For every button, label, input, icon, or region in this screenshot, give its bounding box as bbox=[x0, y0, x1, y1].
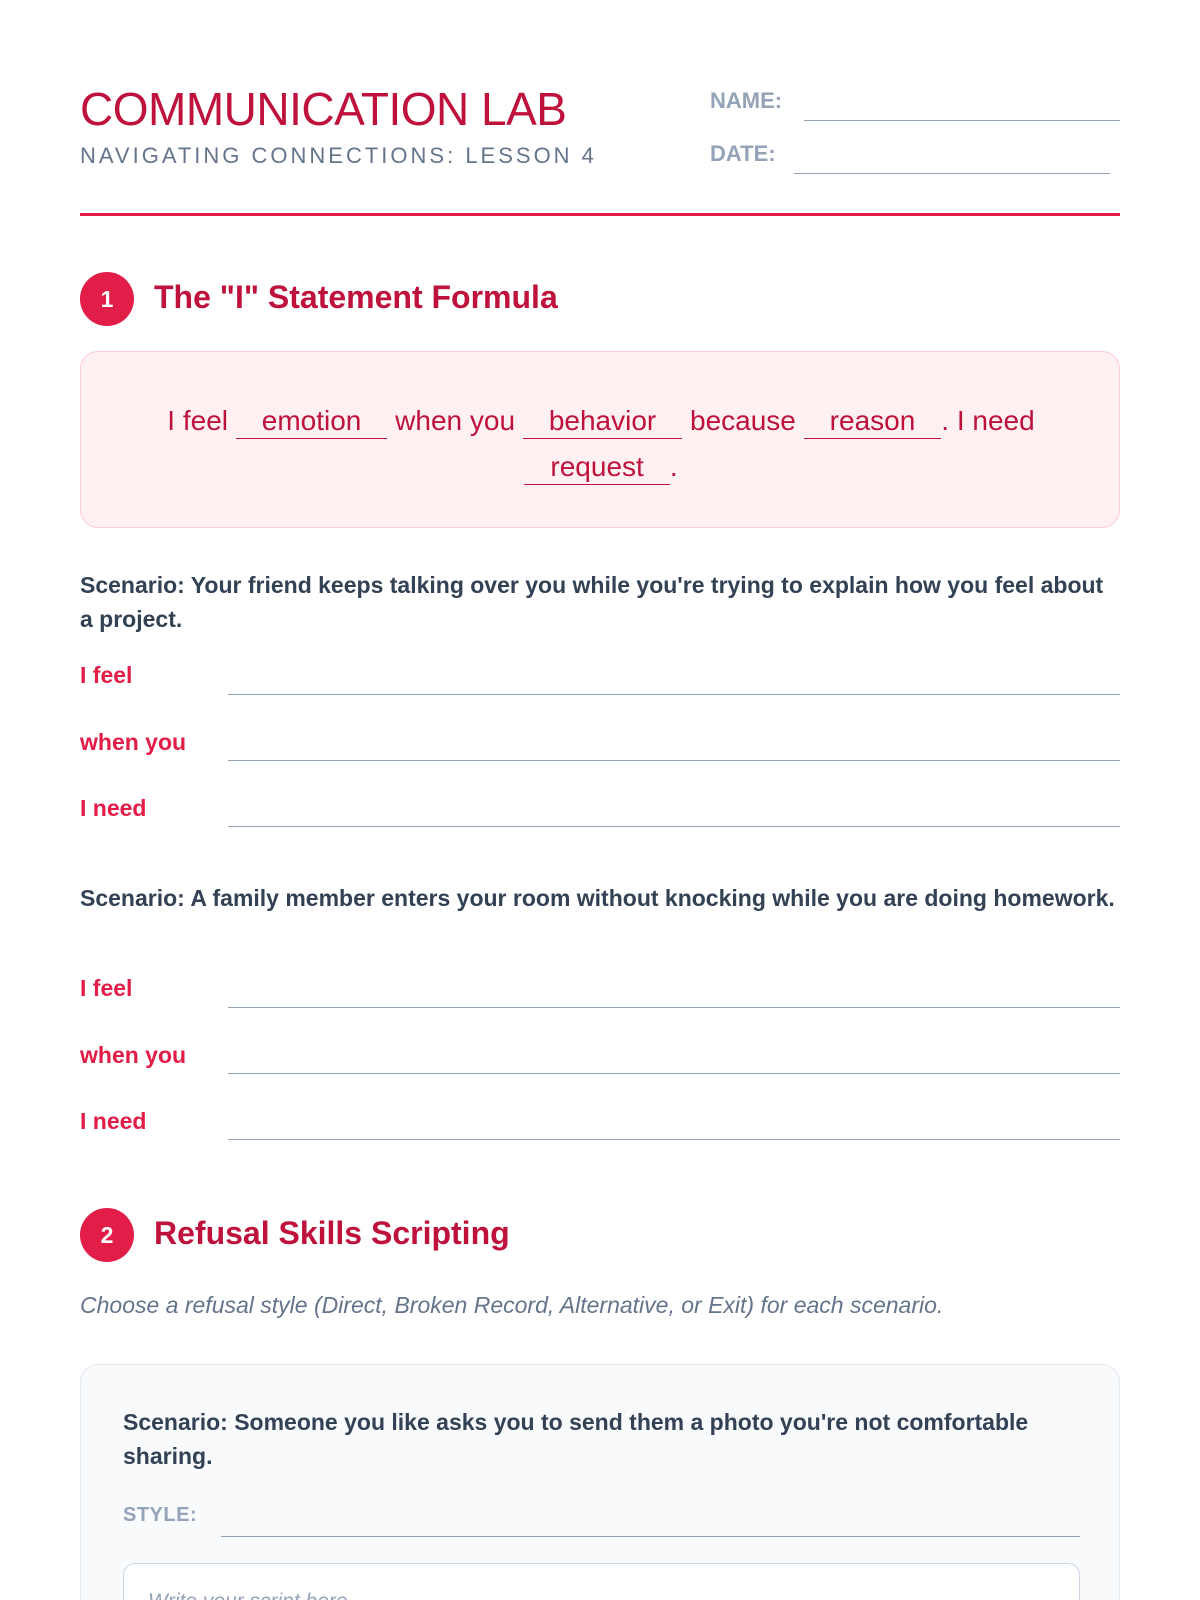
section-1-title: The "I" Statement Formula bbox=[154, 279, 558, 315]
refusal-scenario-card bbox=[80, 1364, 1120, 1600]
scenario-2-line-when-you[interactable] bbox=[228, 1073, 1120, 1074]
formula-blank-behavior: behavior bbox=[523, 404, 682, 439]
scenario-2-label-i-need: I need bbox=[80, 1108, 147, 1134]
scenario-2-line-i-need[interactable] bbox=[228, 1139, 1120, 1140]
formula-part-period: . bbox=[669, 451, 678, 482]
date-label: DATE: bbox=[710, 141, 776, 166]
name-field[interactable] bbox=[804, 120, 1120, 121]
formula-sentence bbox=[81, 398, 1121, 490]
formula-part-because: because bbox=[690, 405, 796, 436]
scenario-1-line-i-need[interactable] bbox=[228, 826, 1120, 827]
scenario-2-label-when-you: when you bbox=[80, 1042, 187, 1068]
formula-blank-emotion: emotion bbox=[236, 404, 388, 439]
section-1-number-badge: 1 bbox=[80, 272, 134, 326]
scenario-1-line-when-you[interactable] bbox=[228, 760, 1120, 761]
name-label: NAME: bbox=[710, 88, 783, 113]
worksheet-subtitle: NAVIGATING CONNECTIONS: LESSON 4 bbox=[80, 143, 597, 168]
header-divider bbox=[80, 213, 1120, 216]
style-field[interactable] bbox=[221, 1536, 1080, 1537]
formula-box bbox=[80, 351, 1120, 528]
scenario-1-line-i-feel[interactable] bbox=[228, 694, 1120, 695]
section-2-title: Refusal Skills Scripting bbox=[154, 1215, 510, 1251]
scenario-1-label-i-need: I need bbox=[80, 795, 147, 821]
scenario-1-text: Scenario: Your friend keeps talking over you while you're trying to explain how you feel about a project. bbox=[80, 572, 1104, 632]
scenario-2-text: Scenario: A family member enters your room without knocking while you are doing homework. bbox=[80, 885, 1115, 911]
script-textarea[interactable] bbox=[123, 1563, 1080, 1600]
scenario-2-line-i-feel[interactable] bbox=[228, 1007, 1120, 1008]
formula-part-i-need: . I need bbox=[941, 405, 1035, 436]
section-2-number-badge: 2 bbox=[80, 1208, 134, 1262]
formula-blank-reason: reason bbox=[804, 404, 942, 439]
formula-part-i-feel: I feel bbox=[167, 405, 228, 436]
refusal-scenario-text: Scenario: Someone you like asks you to send them a photo you're not comfortable sharing. bbox=[123, 1409, 1029, 1469]
scenario-2-label-i-feel: I feel bbox=[80, 975, 133, 1001]
style-label: STYLE: bbox=[123, 1504, 198, 1526]
worksheet-title: COMMUNICATION LAB bbox=[80, 83, 567, 135]
date-field[interactable] bbox=[794, 173, 1110, 174]
formula-blank-request: request bbox=[524, 450, 669, 485]
scenario-1-label-i-feel: I feel bbox=[80, 662, 133, 688]
formula-part-when-you: when you bbox=[395, 405, 516, 436]
refusal-instruction: Choose a refusal style (Direct, Broken Record, Alternative, or Exit) for each scenario. bbox=[80, 1292, 944, 1318]
scenario-1-label-when-you: when you bbox=[80, 729, 187, 755]
